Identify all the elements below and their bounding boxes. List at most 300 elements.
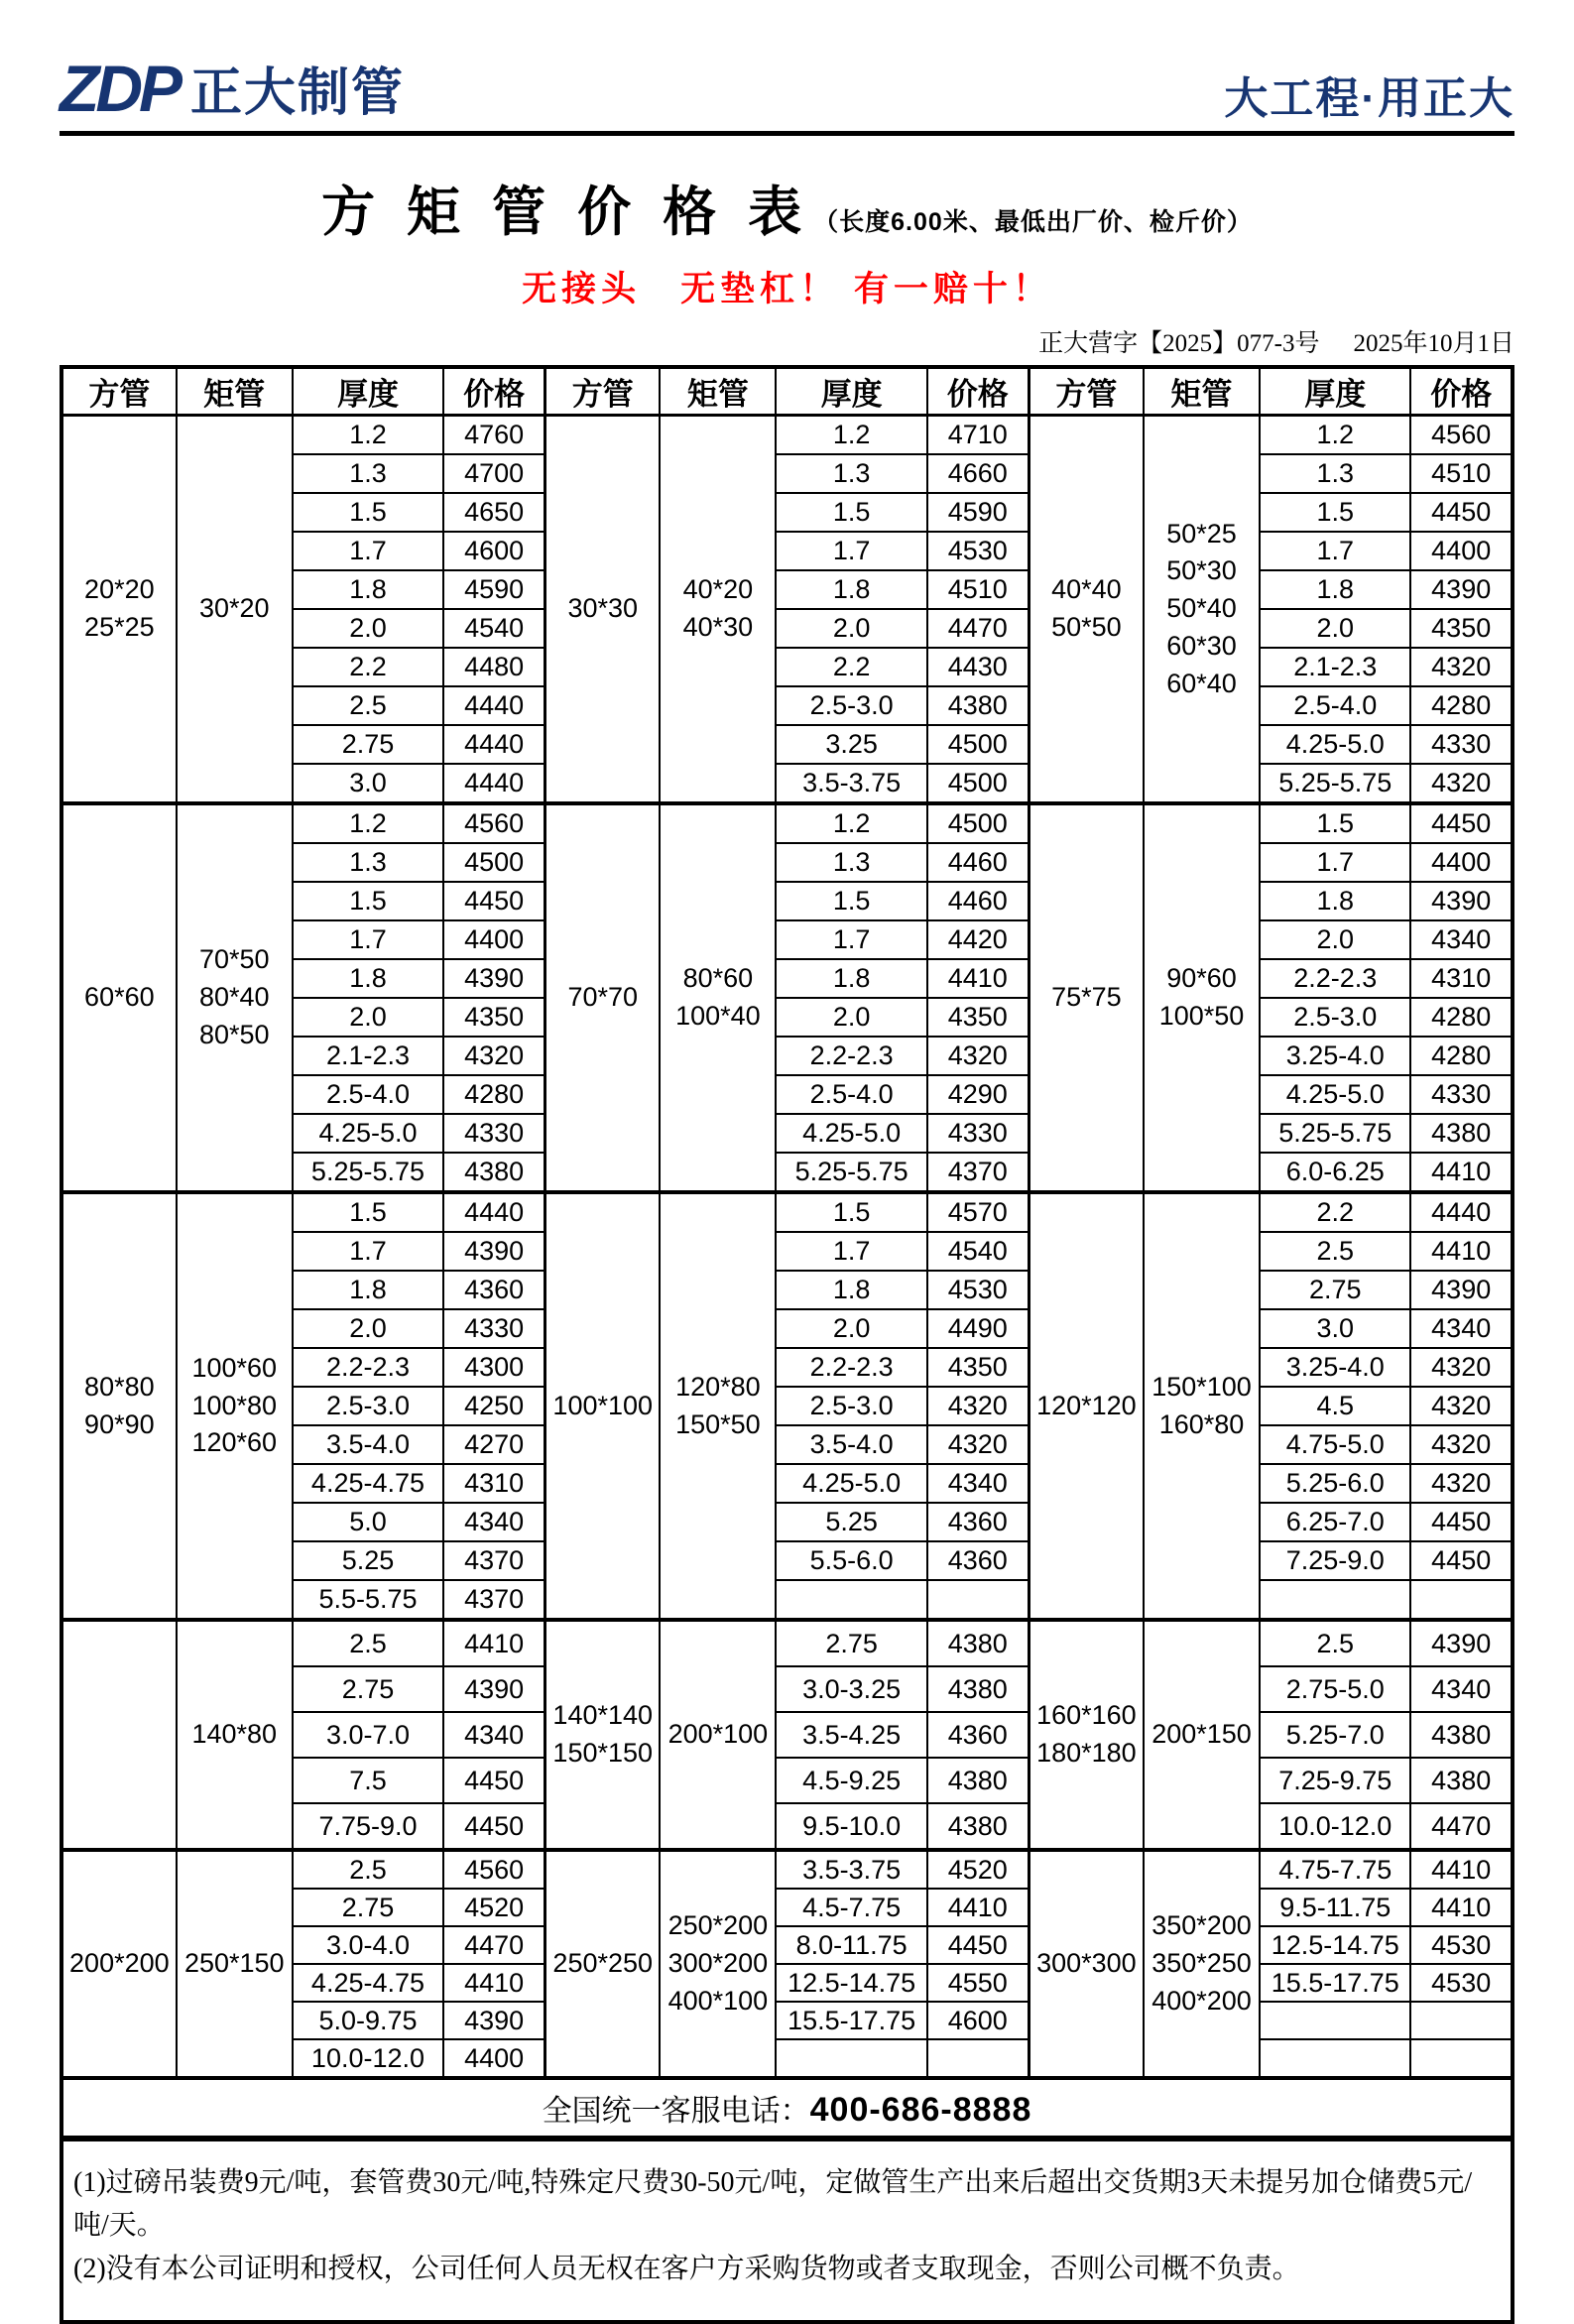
square-tube-cell [61, 1620, 177, 1850]
price-cell: 4390 [1410, 882, 1513, 920]
price-cell: 4320 [443, 1037, 545, 1075]
price-cell: 4360 [927, 1541, 1029, 1580]
thickness-cell: 2.0 [293, 1309, 443, 1348]
rect-tube-cell: 200*100 [660, 1620, 776, 1850]
col-header: 厚度 [293, 367, 443, 416]
thickness-cell: 2.0 [776, 609, 926, 648]
thickness-cell: 1.8 [776, 959, 926, 998]
price-cell: 4470 [927, 609, 1029, 648]
rect-tube-cell: 150*100 160*80 [1144, 1192, 1260, 1620]
col-header: 厚度 [1260, 367, 1410, 416]
table-row [61, 1620, 1513, 1666]
brand-slogan: 大工程·用正大 [1224, 74, 1514, 123]
price-cell: 4390 [1410, 570, 1513, 609]
thickness-cell: 1.5 [293, 1192, 443, 1232]
thickness-cell: 4.25-4.75 [293, 1964, 443, 2002]
thickness-cell: 4.25-5.0 [1260, 1075, 1410, 1114]
thickness-cell: 4.25-5.0 [776, 1114, 926, 1153]
thickness-cell: 1.7 [293, 920, 443, 959]
price-cell: 4360 [927, 1712, 1029, 1758]
price-cell: 4290 [927, 1075, 1029, 1114]
price-cell: 4370 [443, 1580, 545, 1620]
price-cell: 4370 [927, 1153, 1029, 1192]
price-cell: 4350 [927, 998, 1029, 1037]
table-head [61, 367, 1513, 416]
thickness-cell: 7.25-9.75 [1260, 1758, 1410, 1803]
thickness-cell: 9.5-11.75 [1260, 1889, 1410, 1926]
thickness-cell: 2.75 [293, 725, 443, 764]
price-cell: 4450 [1410, 1541, 1513, 1580]
price-cell: 4490 [927, 1309, 1029, 1348]
price-cell: 4270 [443, 1425, 545, 1464]
rect-tube-cell: 90*60 100*50 [1144, 803, 1260, 1192]
price-cell [1410, 1580, 1513, 1620]
thickness-cell: 1.7 [776, 1232, 926, 1271]
price-cell: 4410 [1410, 1889, 1513, 1926]
price-cell: 4320 [1410, 764, 1513, 803]
thickness-cell: 7.25-9.0 [1260, 1541, 1410, 1580]
price-cell: 4460 [927, 882, 1029, 920]
doc-date: 2025年10月1日 [1353, 330, 1514, 357]
price-cell: 4330 [927, 1114, 1029, 1153]
thickness-cell: 2.2-2.3 [293, 1348, 443, 1387]
thickness-cell: 2.0 [293, 609, 443, 648]
thickness-cell: 1.3 [293, 843, 443, 882]
price-cell: 4250 [443, 1387, 545, 1425]
price-cell: 4410 [443, 1620, 545, 1666]
price-cell: 4480 [443, 648, 545, 686]
thickness-cell: 1.7 [776, 920, 926, 959]
thickness-cell: 5.0 [293, 1503, 443, 1541]
price-cell: 4340 [443, 1712, 545, 1758]
price-cell: 4600 [927, 2002, 1029, 2039]
note-line-2: (2)没有本公司证明和授权，公司任何人员无权在客户方采购货物或者支取现金，否则公司概不负责。 [73, 2253, 1300, 2284]
square-tube-cell: 75*75 [1029, 803, 1144, 1192]
thickness-cell: 3.5-4.0 [293, 1425, 443, 1464]
price-cell: 4650 [443, 493, 545, 532]
price-cell: 4390 [443, 959, 545, 998]
price-cell: 4440 [1410, 1192, 1513, 1232]
thickness-cell: 2.2 [293, 648, 443, 686]
thickness-cell: 3.5-4.0 [776, 1425, 926, 1464]
thickness-cell: 1.3 [293, 454, 443, 493]
price-cell: 4360 [927, 1503, 1029, 1541]
price-cell: 4320 [927, 1037, 1029, 1075]
warranty-slogan: 无接头 无垫杠！ 有一赔十！ [522, 270, 1052, 308]
thickness-cell: 1.5 [1260, 493, 1410, 532]
thickness-cell: 4.75-5.0 [1260, 1425, 1410, 1464]
thickness-cell: 2.2 [776, 648, 926, 686]
thickness-cell: 3.5-3.75 [776, 1850, 926, 1889]
thickness-cell: 1.3 [776, 843, 926, 882]
price-cell: 4450 [1410, 803, 1513, 843]
thickness-cell [776, 2039, 926, 2078]
thickness-cell: 2.75 [293, 1889, 443, 1926]
thickness-cell: 1.5 [293, 493, 443, 532]
thickness-cell: 4.25-5.0 [1260, 725, 1410, 764]
thickness-cell: 3.0 [293, 764, 443, 803]
zdp-logo-icon: ZDP [60, 52, 179, 125]
price-cell: 4450 [1410, 1503, 1513, 1541]
thickness-cell: 1.3 [776, 454, 926, 493]
thickness-cell: 1.8 [293, 1271, 443, 1309]
thickness-cell [776, 1580, 926, 1620]
thickness-cell: 1.8 [776, 570, 926, 609]
price-cell: 4380 [927, 1758, 1029, 1803]
page-title: 方矩管价格表 [321, 183, 834, 242]
phone-row [61, 2078, 1513, 2138]
thickness-cell: 3.5-3.75 [776, 764, 926, 803]
price-cell: 4590 [443, 570, 545, 609]
price-cell: 4330 [443, 1309, 545, 1348]
price-cell: 4390 [443, 1232, 545, 1271]
price-cell: 4380 [1410, 1712, 1513, 1758]
price-cell: 4410 [927, 1889, 1029, 1926]
price-cell: 4500 [443, 843, 545, 882]
price-cell: 4350 [927, 1348, 1029, 1387]
price-cell: 4340 [1410, 1666, 1513, 1712]
price-cell: 4370 [443, 1541, 545, 1580]
thickness-cell: 5.25-5.75 [293, 1153, 443, 1192]
thickness-cell: 1.5 [776, 1192, 926, 1232]
thickness-cell [1260, 2002, 1410, 2039]
thickness-cell: 2.1-2.3 [293, 1037, 443, 1075]
square-tube-cell: 200*200 [61, 1850, 177, 2078]
table-row [61, 803, 1513, 843]
thickness-cell: 3.0-3.25 [776, 1666, 926, 1712]
rect-tube-cell: 70*50 80*40 80*50 [177, 803, 293, 1192]
price-cell: 4380 [927, 1803, 1029, 1850]
price-cell: 4590 [927, 493, 1029, 532]
rect-tube-cell: 100*60 100*80 120*60 [177, 1192, 293, 1620]
rect-tube-cell: 200*150 [1144, 1620, 1260, 1850]
price-cell: 4330 [443, 1114, 545, 1153]
thickness-cell: 10.0-12.0 [293, 2039, 443, 2078]
thickness-cell: 2.1-2.3 [1260, 648, 1410, 686]
thickness-cell: 4.25-5.0 [293, 1114, 443, 1153]
thickness-cell: 1.2 [293, 803, 443, 843]
thickness-cell: 1.5 [1260, 803, 1410, 843]
title-conditions: （长度6.00米、最低出厂价、检斤价） [813, 208, 1253, 236]
company-logo [60, 52, 406, 125]
col-header: 价格 [927, 367, 1029, 416]
price-cell: 4320 [1410, 648, 1513, 686]
price-cell: 4470 [1410, 1803, 1513, 1850]
phone-label: 全国统一客服电话： [542, 2095, 810, 2128]
price-cell: 4450 [443, 882, 545, 920]
col-header: 方管 [1029, 367, 1144, 416]
thickness-cell: 5.25 [776, 1503, 926, 1541]
thickness-cell: 6.25-7.0 [1260, 1503, 1410, 1541]
thickness-cell [1260, 2039, 1410, 2078]
rect-tube-cell: 80*60 100*40 [660, 803, 776, 1192]
square-tube-cell: 250*250 [545, 1850, 661, 2078]
phone-cell [61, 2078, 1513, 2138]
square-tube-cell: 30*30 [545, 416, 661, 804]
price-cell: 4560 [443, 1850, 545, 1889]
thickness-cell: 1.8 [293, 570, 443, 609]
price-cell: 4280 [443, 1075, 545, 1114]
col-header: 价格 [443, 367, 545, 416]
price-cell [1410, 2039, 1513, 2078]
square-tube-cell: 100*100 [545, 1192, 661, 1620]
col-header: 厚度 [776, 367, 926, 416]
price-cell: 4380 [443, 1153, 545, 1192]
price-cell: 4390 [443, 2002, 545, 2039]
thickness-cell: 2.2 [1260, 1192, 1410, 1232]
thickness-cell: 2.5 [293, 1850, 443, 1889]
thickness-cell: 2.5 [293, 686, 443, 725]
price-cell: 4500 [927, 725, 1029, 764]
table-row [61, 416, 1513, 455]
price-cell: 4660 [927, 454, 1029, 493]
thickness-cell: 3.25 [776, 725, 926, 764]
thickness-cell: 1.7 [1260, 843, 1410, 882]
thickness-cell: 12.5-14.75 [776, 1964, 926, 2002]
table-row [61, 1850, 1513, 1889]
price-cell: 4320 [1410, 1387, 1513, 1425]
price-cell: 4310 [443, 1464, 545, 1503]
rect-tube-cell: 350*200 350*250 400*200 [1144, 1850, 1260, 2078]
title-line [60, 170, 1514, 246]
square-tube-cell: 20*20 25*25 [61, 416, 177, 804]
thickness-cell: 2.5 [1260, 1232, 1410, 1271]
thickness-cell: 1.3 [1260, 454, 1410, 493]
price-cell: 4410 [1410, 1153, 1513, 1192]
price-cell: 4460 [927, 843, 1029, 882]
price-cell: 4450 [443, 1758, 545, 1803]
thickness-cell: 2.75-5.0 [1260, 1666, 1410, 1712]
col-header: 矩管 [177, 367, 293, 416]
thickness-cell: 2.2-2.3 [776, 1348, 926, 1387]
thickness-cell: 1.8 [293, 959, 443, 998]
rect-tube-cell: 40*20 40*30 [660, 416, 776, 804]
col-header: 矩管 [1144, 367, 1260, 416]
price-cell: 4320 [927, 1425, 1029, 1464]
price-cell: 4360 [443, 1271, 545, 1309]
price-cell: 4340 [1410, 1309, 1513, 1348]
thickness-cell: 5.25-6.0 [1260, 1464, 1410, 1503]
thickness-cell: 3.5-4.25 [776, 1712, 926, 1758]
thickness-cell: 2.2-2.3 [776, 1037, 926, 1075]
price-cell: 4550 [927, 1964, 1029, 2002]
rect-tube-cell: 120*80 150*50 [660, 1192, 776, 1620]
price-cell: 4530 [1410, 1964, 1513, 2002]
price-cell: 4510 [1410, 454, 1513, 493]
price-cell: 4540 [927, 1232, 1029, 1271]
price-cell: 4330 [1410, 725, 1513, 764]
price-cell: 4700 [443, 454, 545, 493]
company-name: 正大制管 [190, 64, 406, 123]
price-cell: 4440 [443, 725, 545, 764]
square-tube-cell: 70*70 [545, 803, 661, 1192]
thickness-cell: 2.0 [1260, 920, 1410, 959]
square-tube-cell: 40*40 50*50 [1029, 416, 1144, 804]
thickness-cell: 1.7 [776, 532, 926, 570]
price-cell: 4380 [1410, 1114, 1513, 1153]
thickness-cell: 5.0-9.75 [293, 2002, 443, 2039]
rect-tube-cell: 250*200 300*200 400*100 [660, 1850, 776, 2078]
rect-tube-cell: 30*20 [177, 416, 293, 804]
price-cell: 4530 [927, 1271, 1029, 1309]
price-cell: 4520 [443, 1889, 545, 1926]
thickness-cell: 2.2-2.3 [1260, 959, 1410, 998]
price-cell: 4410 [443, 1964, 545, 2002]
phone-number: 400-686-8888 [809, 2091, 1032, 2129]
price-cell: 4340 [927, 1464, 1029, 1503]
square-tube-cell: 80*80 90*90 [61, 1192, 177, 1620]
thickness-cell: 2.5-3.0 [776, 686, 926, 725]
thickness-cell: 3.25-4.0 [1260, 1348, 1410, 1387]
price-cell: 4380 [927, 1666, 1029, 1712]
price-cell: 4300 [443, 1348, 545, 1387]
thickness-cell: 1.2 [776, 416, 926, 455]
doc-number-line [60, 323, 1514, 359]
col-header: 方管 [61, 367, 177, 416]
price-cell: 4500 [927, 803, 1029, 843]
price-cell [1410, 2002, 1513, 2039]
thickness-cell: 1.8 [1260, 882, 1410, 920]
price-cell: 4330 [1410, 1075, 1513, 1114]
thickness-cell: 5.25-5.75 [776, 1153, 926, 1192]
thickness-cell: 4.25-4.75 [293, 1464, 443, 1503]
thickness-cell: 10.0-12.0 [1260, 1803, 1410, 1850]
price-cell: 4280 [1410, 998, 1513, 1037]
thickness-cell: 15.5-17.75 [776, 2002, 926, 2039]
price-cell: 4600 [443, 532, 545, 570]
price-cell: 4450 [443, 1803, 545, 1850]
thickness-cell: 15.5-17.75 [1260, 1964, 1410, 2002]
price-cell: 4710 [927, 416, 1029, 455]
rect-tube-cell: 50*25 50*30 50*40 60*30 60*40 [1144, 416, 1260, 804]
thickness-cell: 4.25-5.0 [776, 1464, 926, 1503]
price-cell: 4400 [443, 2039, 545, 2078]
thickness-cell: 2.75 [1260, 1271, 1410, 1309]
thickness-cell: 1.2 [776, 803, 926, 843]
thickness-cell: 6.0-6.25 [1260, 1153, 1410, 1192]
thickness-cell: 2.75 [293, 1666, 443, 1712]
price-cell: 4340 [1410, 920, 1513, 959]
thickness-cell: 2.5 [1260, 1620, 1410, 1666]
price-cell: 4380 [927, 686, 1029, 725]
thickness-cell: 2.5 [293, 1620, 443, 1666]
price-cell: 4400 [1410, 532, 1513, 570]
price-cell: 4350 [443, 998, 545, 1037]
price-cell: 4320 [927, 1387, 1029, 1425]
price-cell: 4440 [443, 764, 545, 803]
price-cell: 4320 [1410, 1425, 1513, 1464]
thickness-cell: 1.7 [1260, 532, 1410, 570]
price-cell: 4520 [927, 1850, 1029, 1889]
price-cell: 4430 [927, 648, 1029, 686]
thickness-cell: 3.0-7.0 [293, 1712, 443, 1758]
thickness-cell [1260, 1580, 1410, 1620]
price-cell: 4310 [1410, 959, 1513, 998]
price-cell: 4560 [1410, 416, 1513, 455]
price-cell: 4440 [443, 686, 545, 725]
thickness-cell: 2.0 [293, 998, 443, 1037]
thickness-cell: 5.25-5.75 [1260, 1114, 1410, 1153]
rect-tube-cell: 140*80 [177, 1620, 293, 1850]
price-cell: 4410 [1410, 1850, 1513, 1889]
price-cell: 4560 [443, 803, 545, 843]
thickness-cell: 2.5-3.0 [776, 1387, 926, 1425]
col-header: 矩管 [660, 367, 776, 416]
price-cell: 4350 [1410, 609, 1513, 648]
doc-number: 正大营字【2025】077-3号 [1038, 330, 1320, 357]
square-tube-cell: 60*60 [61, 803, 177, 1192]
price-cell: 4400 [443, 920, 545, 959]
note-line-1: (1)过磅吊装费9元/吨，套管费30元/吨,特殊定尺费30-50元/吨，定做管生产出来后超出交货期3天未提另加仓储费5元/吨/天。 [73, 2167, 1473, 2242]
price-cell: 4410 [1410, 1232, 1513, 1271]
price-cell: 4440 [443, 1192, 545, 1232]
thickness-cell: 2.5-3.0 [1260, 998, 1410, 1037]
brand-bar [60, 0, 1514, 125]
thickness-cell: 2.0 [1260, 609, 1410, 648]
thickness-cell: 3.25-4.0 [1260, 1037, 1410, 1075]
price-cell: 4400 [1410, 843, 1513, 882]
price-cell [927, 2039, 1029, 2078]
price-table [60, 365, 1514, 2140]
thickness-cell: 12.5-14.75 [1260, 1926, 1410, 1964]
table-row [61, 1192, 1513, 1232]
thickness-cell: 1.7 [293, 532, 443, 570]
price-cell: 4380 [1410, 1758, 1513, 1803]
price-cell: 4450 [1410, 493, 1513, 532]
header-divider [60, 131, 1514, 136]
price-cell [927, 1580, 1029, 1620]
square-tube-cell: 300*300 [1029, 1850, 1144, 2078]
thickness-cell: 1.8 [1260, 570, 1410, 609]
thickness-cell: 5.25-7.0 [1260, 1712, 1410, 1758]
price-cell: 4340 [443, 1503, 545, 1541]
price-cell: 4390 [1410, 1271, 1513, 1309]
square-tube-cell: 160*160 180*180 [1029, 1620, 1144, 1850]
thickness-cell: 5.25-5.75 [1260, 764, 1410, 803]
price-cell: 4530 [1410, 1926, 1513, 1964]
price-cell: 4760 [443, 416, 545, 455]
square-tube-cell: 140*140 150*150 [545, 1620, 661, 1850]
thickness-cell: 5.25 [293, 1541, 443, 1580]
thickness-cell: 8.0-11.75 [776, 1926, 926, 1964]
price-cell: 4410 [927, 959, 1029, 998]
price-cell: 4450 [927, 1926, 1029, 1964]
table-body [61, 416, 1513, 2139]
price-cell: 4390 [1410, 1620, 1513, 1666]
thickness-cell: 5.5-5.75 [293, 1580, 443, 1620]
thickness-cell: 1.8 [776, 1271, 926, 1309]
thickness-cell: 1.5 [293, 882, 443, 920]
thickness-cell: 2.0 [776, 998, 926, 1037]
price-cell: 4540 [443, 609, 545, 648]
thickness-cell: 9.5-10.0 [776, 1803, 926, 1850]
col-header: 价格 [1410, 367, 1513, 416]
thickness-cell: 4.5-7.75 [776, 1889, 926, 1926]
price-cell: 4570 [927, 1192, 1029, 1232]
price-cell: 4510 [927, 570, 1029, 609]
rect-tube-cell: 250*150 [177, 1850, 293, 2078]
square-tube-cell: 120*120 [1029, 1192, 1144, 1620]
thickness-cell: 4.75-7.75 [1260, 1850, 1410, 1889]
thickness-cell: 1.5 [776, 882, 926, 920]
price-cell: 4420 [927, 920, 1029, 959]
price-cell: 4320 [1410, 1464, 1513, 1503]
notes-box [60, 2138, 1514, 2324]
price-cell: 4280 [1410, 1037, 1513, 1075]
price-cell: 4280 [1410, 686, 1513, 725]
thickness-cell: 1.2 [1260, 416, 1410, 455]
price-cell: 4470 [443, 1926, 545, 1964]
